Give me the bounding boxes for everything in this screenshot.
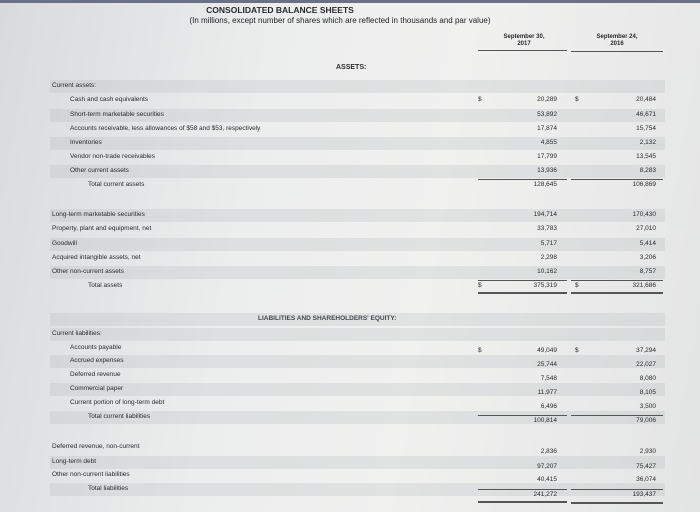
value-2017: 13,936 bbox=[537, 167, 557, 174]
total-double-line bbox=[478, 292, 567, 294]
header-underline bbox=[571, 51, 663, 52]
subtotal-line bbox=[571, 280, 663, 281]
value-2016: 37,294 bbox=[636, 347, 656, 354]
value-2016: 46,671 bbox=[636, 111, 656, 118]
value-2017: 100,814 bbox=[533, 417, 557, 424]
row-label: Total current assets bbox=[88, 181, 145, 188]
value-2017: 241,272 bbox=[533, 491, 557, 498]
value-2016: 15,754 bbox=[636, 125, 656, 132]
total-double-line bbox=[478, 501, 567, 503]
value-2017: 7,548 bbox=[540, 375, 557, 382]
value-2017: 49,049 bbox=[537, 347, 557, 354]
value-2017: 2,298 bbox=[540, 254, 557, 261]
row-band bbox=[50, 383, 665, 396]
row-label: Commercial paper bbox=[70, 385, 124, 392]
row-band bbox=[50, 137, 665, 150]
row-label: Acquired intangible assets, net bbox=[52, 254, 141, 261]
row-label: Deferred revenue, non-current bbox=[52, 443, 140, 450]
subtotal-line bbox=[478, 179, 567, 180]
value-2016: 3,206 bbox=[639, 254, 656, 261]
value-2017: 97,207 bbox=[537, 463, 557, 470]
row-label: Current portion of long-term debt bbox=[70, 399, 165, 406]
value-2016: 2,132 bbox=[639, 139, 656, 146]
row-label: Accounts payable bbox=[70, 344, 122, 351]
row-label: Property, plant and equipment, net bbox=[52, 225, 152, 232]
row-label: Long-term debt bbox=[52, 458, 97, 465]
value-2017: 40,415 bbox=[537, 476, 557, 483]
value-2016: 3,500 bbox=[639, 403, 656, 410]
subtotal-line bbox=[571, 415, 663, 416]
value-2017: 20,289 bbox=[537, 96, 557, 103]
total-double-line bbox=[571, 502, 663, 504]
value-2017: 5,717 bbox=[540, 240, 557, 247]
column-header-2017 bbox=[479, 34, 569, 48]
value-2017: 25,744 bbox=[537, 361, 557, 368]
subtotal-line bbox=[478, 280, 567, 281]
row-label: Accrued expenses bbox=[70, 357, 124, 364]
value-2017: 17,874 bbox=[537, 125, 557, 132]
value-2016: 22,027 bbox=[636, 361, 656, 368]
currency-symbol: $ bbox=[575, 282, 579, 289]
value-2016: 170,430 bbox=[632, 211, 656, 218]
value-2016: 8,080 bbox=[639, 375, 656, 382]
row-label: Other current assets bbox=[70, 167, 129, 174]
value-2017: 6,496 bbox=[540, 403, 557, 410]
row-band bbox=[50, 238, 665, 251]
document-subtitle: (In millions, except number of shares which are reflected in thousands and par value) bbox=[189, 16, 491, 25]
subtotal-line bbox=[571, 489, 663, 490]
value-2016: 5,414 bbox=[639, 240, 656, 247]
column-header-line: September 30, bbox=[503, 34, 545, 40]
value-2016: 106,869 bbox=[632, 181, 656, 188]
row-label: Total current liabilities bbox=[88, 413, 151, 420]
row-band bbox=[50, 165, 665, 178]
value-2016: 36,074 bbox=[636, 476, 656, 483]
value-2016: 193,437 bbox=[632, 491, 656, 498]
value-2017: 10,162 bbox=[537, 268, 557, 275]
column-header-2016 bbox=[572, 34, 662, 48]
row-label: Goodwill bbox=[52, 240, 77, 247]
value-2017: 4,855 bbox=[540, 139, 557, 146]
row-label: Other non-current liabilities bbox=[52, 471, 130, 478]
row-label: Deferred revenue bbox=[70, 371, 121, 378]
value-2017: 33,783 bbox=[537, 225, 557, 232]
row-label: Inventories bbox=[70, 139, 102, 146]
row-band bbox=[50, 355, 665, 368]
currency-symbol: $ bbox=[478, 282, 482, 289]
row-label: Total liabilities bbox=[88, 485, 129, 492]
row-label: Current liabilities: bbox=[52, 330, 102, 337]
value-2016: 20,484 bbox=[636, 96, 656, 103]
row-label: Short-term marketable securities bbox=[70, 111, 164, 118]
value-2016: 2,930 bbox=[639, 448, 656, 455]
value-2016: 13,545 bbox=[636, 153, 656, 160]
value-2016: 27,010 bbox=[636, 225, 656, 232]
value-2016: 321,686 bbox=[632, 282, 656, 289]
row-band bbox=[50, 313, 665, 326]
row-band bbox=[50, 456, 665, 469]
row-band bbox=[50, 266, 665, 279]
value-2017: 53,892 bbox=[537, 111, 557, 118]
subtotal-line bbox=[478, 489, 567, 490]
currency-symbol: $ bbox=[575, 96, 579, 103]
subtotal-line bbox=[478, 415, 567, 416]
row-label: Cash and cash equivalents bbox=[70, 96, 149, 103]
value-2017: 2,836 bbox=[540, 448, 557, 455]
value-2017: 375,319 bbox=[533, 282, 557, 289]
currency-symbol: $ bbox=[575, 347, 579, 354]
row-label: Accounts receivable, less allowances of $58 and $53, respectively bbox=[70, 125, 261, 132]
header-underline bbox=[478, 50, 567, 51]
value-2017: 17,799 bbox=[537, 153, 557, 160]
value-2016: 75,427 bbox=[636, 463, 656, 470]
row-label: Other non-current assets bbox=[52, 268, 124, 275]
subtotal-line bbox=[571, 179, 663, 180]
top-edge bbox=[0, 0, 700, 3]
column-header-line: 2017 bbox=[517, 41, 531, 47]
column-header-line: 2016 bbox=[610, 41, 624, 47]
row-band bbox=[50, 328, 665, 341]
row-label: Vendor non-trade receivables bbox=[70, 153, 155, 160]
row-label: Current assets: bbox=[52, 82, 97, 89]
value-2017: 11,977 bbox=[537, 389, 557, 396]
value-2017: 194,714 bbox=[533, 211, 557, 218]
currency-symbol: $ bbox=[478, 96, 482, 103]
row-label: Long-term marketable securities bbox=[52, 211, 145, 218]
liabilities-heading: LIABILITIES AND SHAREHOLDERS' EQUITY: bbox=[258, 315, 397, 322]
value-2017: 128,645 bbox=[533, 181, 557, 188]
total-double-line bbox=[571, 292, 663, 294]
currency-symbol: $ bbox=[478, 347, 482, 354]
value-2016: 8,283 bbox=[639, 167, 656, 174]
document-title: CONSOLIDATED BALANCE SHEETS bbox=[206, 5, 354, 15]
column-header-line: September 24, bbox=[596, 34, 638, 40]
value-2016: 8,105 bbox=[639, 389, 656, 396]
value-2016: 79,006 bbox=[636, 417, 656, 424]
row-label: Total assets bbox=[88, 282, 123, 289]
assets-heading: ASSETS: bbox=[336, 64, 367, 71]
value-2016: 8,757 bbox=[639, 268, 656, 275]
row-band bbox=[50, 80, 665, 93]
